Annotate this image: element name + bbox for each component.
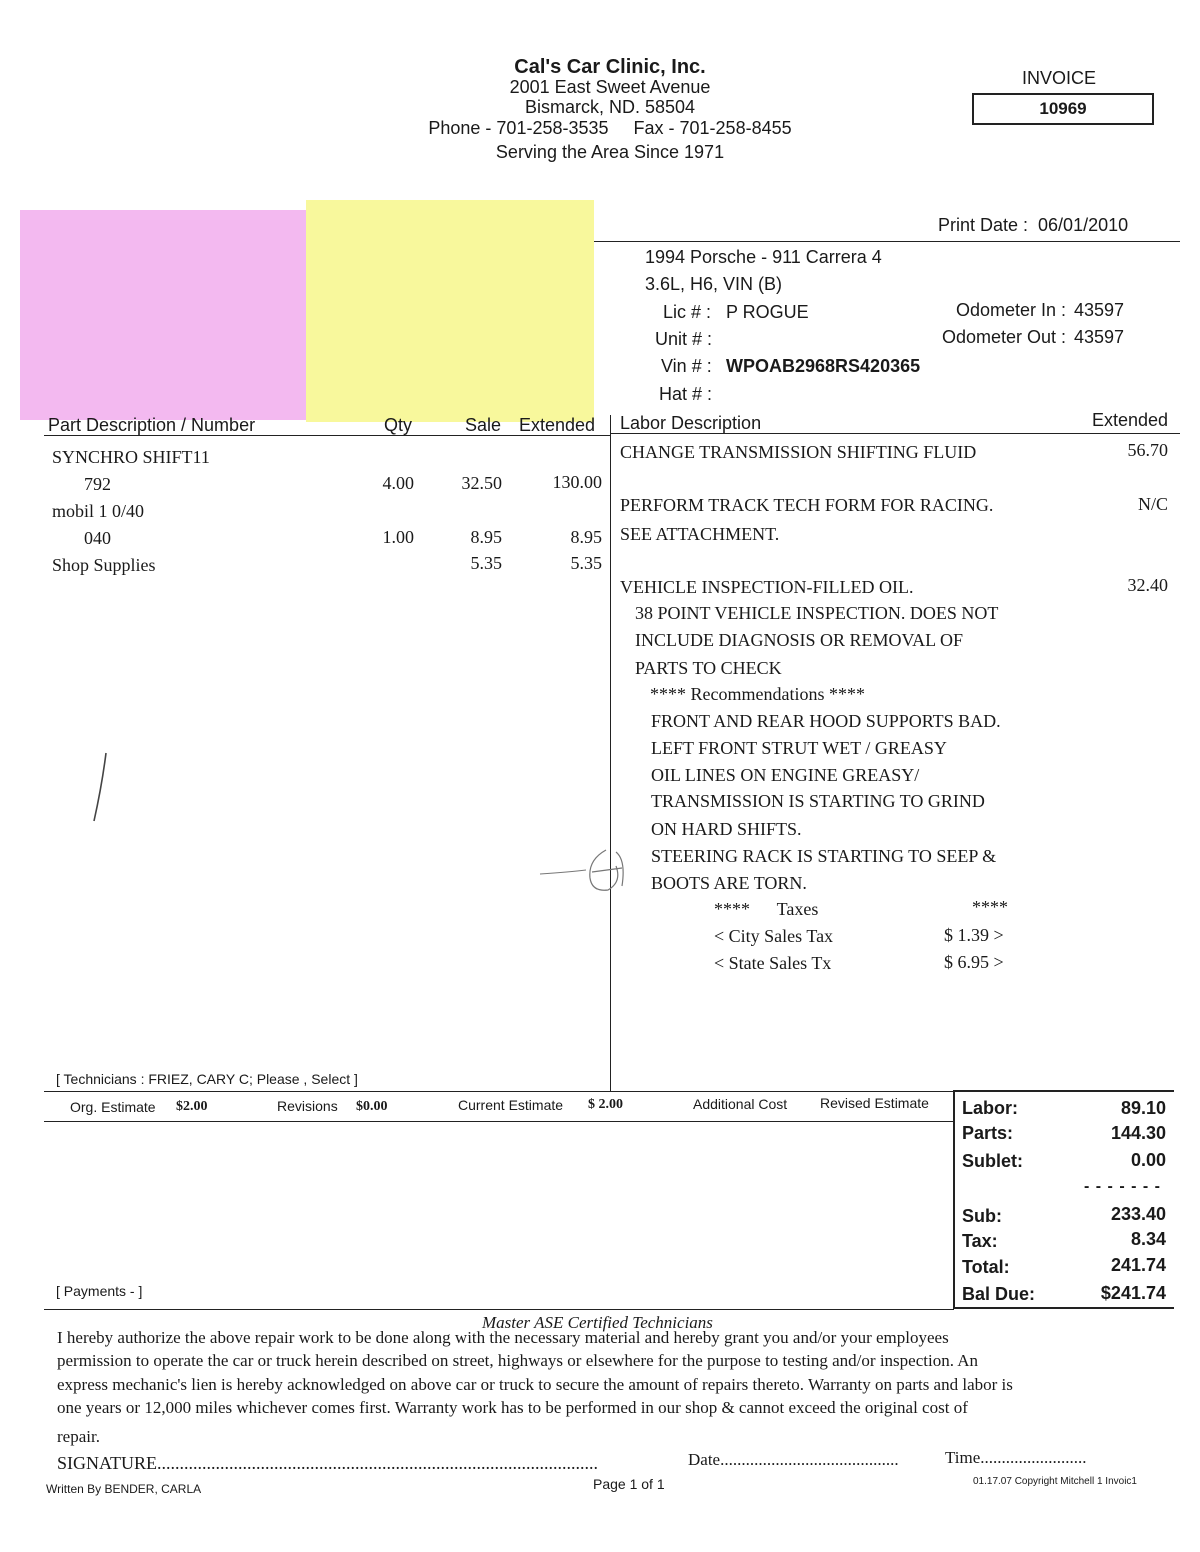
authorization-line: I hereby authorize the above repair work to be done along with the necessary material and hereby grant you and/or your employees — [57, 1328, 949, 1347]
labor-3-extended: 32.40 — [1127, 575, 1168, 595]
invoice-label: INVOICE — [1022, 68, 1097, 88]
parts-header-description: Part Description / Number — [48, 415, 256, 435]
recommendation-item: FRONT AND REAR HOOD SUPPORTS BAD. — [651, 711, 1001, 731]
org-estimate-label: Org. Estimate — [70, 1099, 156, 1115]
totals-labor-value: 89.10 — [1120, 1098, 1166, 1118]
part-1-description: SYNCHRO SHIFT11 — [52, 447, 210, 467]
totals-sublet-value: 0.00 — [1130, 1150, 1166, 1170]
print-date: Print Date : 06/01/2010 — [938, 215, 1129, 235]
part-2-sale: 8.95 — [470, 527, 502, 547]
state-tax-label: < State Sales Tx — [714, 953, 832, 973]
labor-header-description: Labor Description — [620, 413, 762, 433]
signature-field: SIGNATURE.................................................................................................. — [57, 1453, 599, 1473]
shop-phone-fax: Phone - 701-258-3535 Fax - 701-258-8455 — [428, 118, 792, 138]
odometer-in-label: Odometer In : — [955, 300, 1066, 320]
handwritten-initials — [530, 830, 650, 910]
authorization-line: repair. — [57, 1427, 100, 1446]
parts-header-sale: Sale — [465, 415, 502, 435]
part-3-description: Shop Supplies — [52, 555, 156, 575]
payments: [ Payments - ] — [56, 1283, 143, 1299]
recommendation-item: LEFT FRONT STRUT WET / GREASY — [651, 738, 947, 758]
city-tax-value: $ 1.39 > — [944, 925, 1004, 945]
redaction-sticker-yellow — [306, 200, 594, 422]
labor-header-extended: Extended — [1091, 410, 1168, 430]
redaction-sticker-pink — [20, 210, 312, 420]
recommendation-item: TRANSMISSION IS STARTING TO GRIND — [651, 791, 985, 811]
additional-cost-label: Additional Cost — [693, 1096, 788, 1112]
lic-label: Lic # : — [663, 302, 712, 322]
inspection-line: INCLUDE DIAGNOSIS OR REMOVAL OF — [635, 630, 964, 650]
shop-since: Serving the Area Since 1971 — [495, 142, 725, 162]
totals-sub-label: Sub: — [962, 1206, 1002, 1226]
totals-sub-value: 233.40 — [1110, 1204, 1166, 1224]
recommendation-item: ON HARD SHIFTS. — [651, 819, 802, 839]
totals-total-label: Total: — [962, 1257, 1010, 1277]
technicians: [ Technicians : FRIEZ, CARY C; Please , Select ] — [56, 1071, 358, 1087]
unit-label: Unit # : — [655, 329, 713, 349]
time-field: Time......................... — [945, 1448, 1087, 1467]
revisions-value: $0.00 — [356, 1099, 388, 1114]
odometer-out-value: 43597 — [1074, 327, 1125, 347]
recommendation-item: STEERING RACK IS STARTING TO SEEP & — [651, 846, 997, 866]
hat-label: Hat # : — [659, 384, 713, 404]
revised-estimate-label: Revised Estimate — [820, 1095, 929, 1111]
copyright: 01.17.07 Copyright Mitchell 1 Invoic1 — [973, 1476, 1137, 1487]
current-estimate-value: $ 2.00 — [588, 1097, 623, 1112]
part-1-qty: 4.00 — [382, 473, 414, 493]
date-field: Date.......................................... — [688, 1450, 899, 1469]
part-3-extended: 5.35 — [570, 553, 602, 573]
part-2-number: 040 — [84, 528, 111, 548]
totals-total-value: 241.74 — [1110, 1255, 1166, 1275]
authorization-line: one years or 12,000 miles whichever comes first. Warranty work has to be performed in our shop & cannot exceed the original cost of — [57, 1398, 968, 1417]
inspection-line: PARTS TO CHECK — [635, 658, 782, 678]
balance-due-value: $241.74 — [1100, 1283, 1166, 1303]
vehicle-model: 1994 Porsche - 911 Carrera 4 — [645, 247, 882, 267]
part-2-description: mobil 1 0/40 — [52, 501, 145, 521]
totals-tax-label: Tax: — [962, 1231, 998, 1251]
totals-parts-value: 144.30 — [1110, 1123, 1166, 1143]
shop-city: Bismarck, ND. 58504 — [524, 97, 696, 117]
state-tax-value: $ 6.95 > — [944, 952, 1004, 972]
vehicle-engine: 3.6L, H6, VIN (B) — [645, 274, 783, 294]
pen-mark — [80, 745, 120, 825]
labor-2-extended: N/C — [1137, 494, 1168, 514]
current-estimate-label: Current Estimate — [458, 1097, 564, 1113]
org-estimate-value: $2.00 — [176, 1099, 208, 1114]
recommendation-item: BOOTS ARE TORN. — [651, 873, 807, 893]
part-1-sale: 32.50 — [461, 473, 502, 493]
recommendation-item: OIL LINES ON ENGINE GREASY/ — [651, 765, 920, 785]
vin-label: Vin # : — [661, 356, 712, 376]
part-2-qty: 1.00 — [382, 527, 414, 547]
labor-2-description: PERFORM TRACK TECH FORM FOR RACING. — [620, 495, 994, 515]
odometer-in-value: 43597 — [1074, 300, 1125, 320]
part-2-extended: 8.95 — [570, 527, 602, 547]
invoice-number: 10969 — [972, 93, 1154, 125]
ase-certified: Master ASE Certified Technicians — [482, 1313, 713, 1332]
totals-sublet-label: Sublet: — [962, 1151, 1023, 1171]
parts-header-extended: Extended — [519, 415, 596, 435]
odometer-out-label: Odometer Out : — [941, 327, 1066, 347]
shop-address: 2001 East Sweet Avenue — [509, 77, 711, 97]
labor-1-description: CHANGE TRANSMISSION SHIFTING FLUID — [620, 442, 977, 462]
part-1-extended: 130.00 — [552, 472, 602, 492]
revisions-label: Revisions — [277, 1098, 338, 1114]
authorization-line: permission to operate the car or truck herein described on street, highways or elsewhere for the purpose to testing and/or inspection. An — [57, 1351, 979, 1370]
labor-1-extended: 56.70 — [1127, 440, 1168, 460]
part-1-number: 792 — [84, 474, 111, 494]
authorization-line: express mechanic's lien is hereby acknowledged on above car or truck to secure the amount of repairs thereto. Warranty on parts and labor is — [57, 1375, 1013, 1394]
balance-due-label: Bal Due: — [962, 1284, 1036, 1304]
totals-labor-label: Labor: — [962, 1098, 1018, 1118]
totals-divider-dashes: - - - - - - - — [1084, 1178, 1161, 1195]
recommendations-heading: **** Recommendations **** — [650, 684, 865, 704]
totals-tax-value: 8.34 — [1130, 1229, 1166, 1249]
taxes-heading: **** Taxes — [714, 899, 819, 919]
shop-name: Cal's Car Clinic, Inc. — [514, 56, 706, 78]
inspection-line: 38 POINT VEHICLE INSPECTION. DOES NOT — [635, 603, 999, 623]
lic-value: P ROGUE — [726, 302, 809, 322]
vin-value: WPOAB2968RS420365 — [726, 356, 921, 376]
city-tax-label: < City Sales Tax — [714, 926, 834, 946]
labor-2-attachment: SEE ATTACHMENT. — [620, 524, 780, 544]
labor-3-description: VEHICLE INSPECTION-FILLED OIL. — [620, 577, 914, 597]
part-3-sale: 5.35 — [470, 553, 502, 573]
written-by: Written By BENDER, CARLA — [46, 1482, 202, 1496]
totals-parts-label: Parts: — [962, 1123, 1014, 1143]
parts-header-qty: Qty — [384, 415, 413, 435]
taxes-heading-stars: **** — [972, 897, 1008, 917]
page-number: Page 1 of 1 — [593, 1476, 665, 1492]
